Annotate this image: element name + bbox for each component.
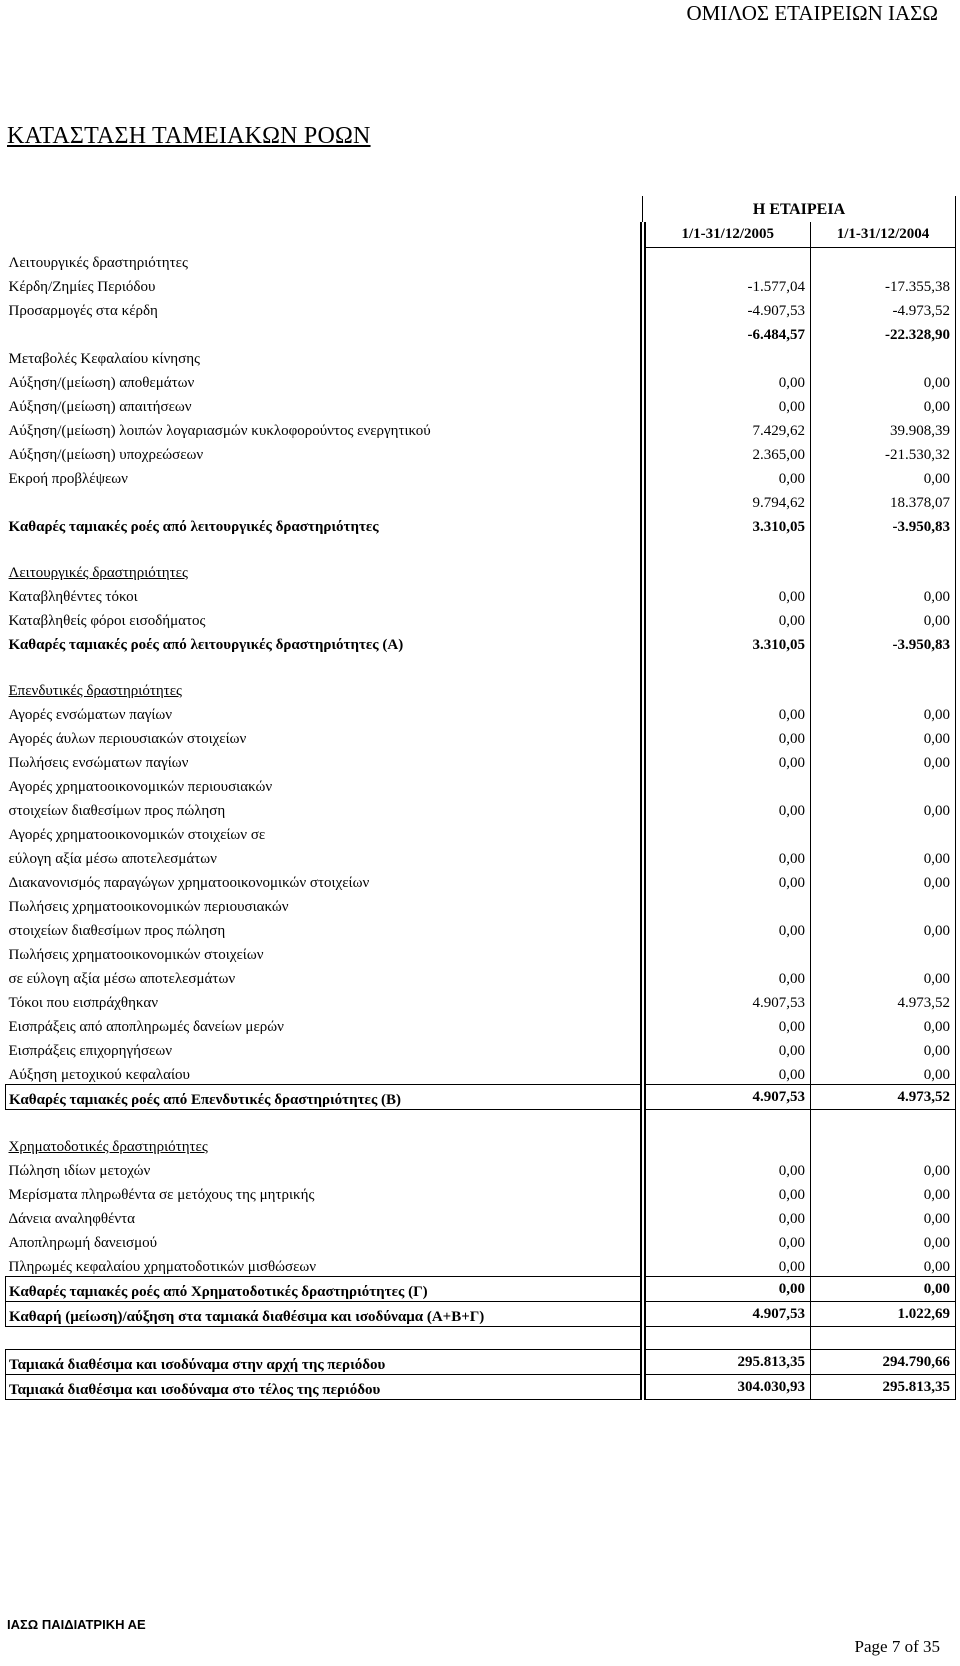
value-2004: 0,00 [811, 1156, 956, 1180]
value-2004: 0,00 [811, 1012, 956, 1036]
table-row [6, 272, 956, 296]
page-title: ΚΑΤΑΣΤΑΣΗ ΤΑΜΕΙΑΚΩΝ ΡΟΩΝ [7, 123, 371, 149]
value-2004 [811, 558, 956, 582]
row-label: Μερίσματα πληρωθέντα σε μετόχους της μητρικής [8, 1187, 315, 1203]
row-label: στοιχείων διαθεσίμων προς πώληση [8, 803, 226, 819]
table-row [6, 392, 956, 416]
value-2004: 0,00 [811, 1228, 956, 1252]
value-2004: 0,00 [811, 1277, 956, 1302]
value-2004: 1.022,69 [811, 1302, 956, 1327]
row-label: Καθαρές ταμιακές ροές από Χρηματοδοτικές δραστηριότητες (Γ) [6, 1277, 643, 1302]
row-label: Καθαρή (μείωση)/αύξηση στα ταμιακά διαθέσιμα και ισοδύναμα (Α+Β+Γ) [6, 1302, 643, 1327]
period-2005-header: 1/1-31/12/2005 [643, 222, 811, 248]
table-row [6, 796, 956, 820]
value-2005: 0,00 [643, 916, 811, 940]
table-row [6, 1204, 956, 1228]
value-2004: 0,00 [811, 392, 956, 416]
value-2005 [643, 344, 811, 368]
row-label: Πληρωμές κεφαλαίου χρηματοδοτικών μισθώσεων [8, 1259, 317, 1275]
value-2005: 304.030,93 [643, 1375, 811, 1400]
row-label: Αγορές χρηματοοικονομικών στοιχείων σε [8, 827, 266, 843]
value-2005 [643, 772, 811, 796]
row-label: Αύξηση μετοχικού κεφαλαίου [8, 1067, 190, 1083]
row-label: εύλογη αξία μέσω αποτελεσμάτων [8, 851, 217, 867]
value-2004: 0,00 [811, 700, 956, 724]
value-2004: 0,00 [811, 606, 956, 630]
value-2004: 39.908,39 [811, 416, 956, 440]
value-2005: 0,00 [643, 868, 811, 892]
row-label: Εισπράξεις από αποπληρωμές δανείων μερών [8, 1019, 284, 1035]
spacer-row [6, 654, 956, 676]
table-row [6, 368, 956, 392]
table-row [6, 558, 956, 582]
table-row [6, 416, 956, 440]
table-row [6, 1132, 956, 1156]
value-2005: 3.310,05 [643, 512, 811, 536]
value-2004: 295.813,35 [811, 1375, 956, 1400]
value-2004: 0,00 [811, 724, 956, 748]
value-2004: 0,00 [811, 1180, 956, 1204]
row-label [6, 488, 643, 512]
table-row [6, 582, 956, 606]
table-row [6, 1036, 956, 1060]
table-row [6, 1228, 956, 1252]
page-number: Page 7 of 35 [854, 1637, 940, 1656]
table-row [6, 1277, 956, 1302]
table-row [6, 1060, 956, 1085]
table-row [6, 892, 956, 916]
value-2005: -1.577,04 [643, 272, 811, 296]
table-row [6, 868, 956, 892]
row-label: Πωλήσεις ενσώματων παγίων [8, 755, 189, 771]
value-2004 [811, 248, 956, 273]
value-2004: 0,00 [811, 1060, 956, 1085]
row-label: Επενδυτικές δραστηριότητες [8, 683, 182, 699]
table-row [6, 1252, 956, 1277]
row-label: Πωλήσεις χρηματοοικονομικών περιουσιακών [8, 899, 289, 915]
value-2005: 7.429,62 [643, 416, 811, 440]
value-2005 [643, 1132, 811, 1156]
table-row [6, 1375, 956, 1400]
entity-label: Η ΕΤΑΙΡΕΙΑ [643, 196, 956, 222]
value-2005: 0,00 [643, 368, 811, 392]
table-row [6, 320, 956, 344]
row-label: Αύξηση/(μείωση) υποχρεώσεων [8, 447, 204, 463]
table-row [6, 1180, 956, 1204]
row-label: Λειτουργικές δραστηριότητες [8, 565, 188, 581]
value-2005: 0,00 [643, 1204, 811, 1228]
value-2005: 3.310,05 [643, 630, 811, 654]
value-2004 [811, 940, 956, 964]
table-row [6, 1302, 956, 1327]
row-label: Πώληση ιδίων μετοχών [8, 1163, 151, 1179]
value-2005 [643, 248, 811, 273]
period-2004-header: 1/1-31/12/2004 [811, 222, 956, 248]
value-2004: 0,00 [811, 796, 956, 820]
row-label: Καθαρές ταμιακές ροές από λειτουργικές δραστηριότητες [8, 519, 379, 535]
value-2005: 0,00 [643, 796, 811, 820]
table-row [6, 296, 956, 320]
value-2004: 4.973,52 [811, 1085, 956, 1110]
value-2004: -22.328,90 [811, 320, 956, 344]
row-label: Αύξηση/(μείωση) απαιτήσεων [8, 399, 192, 415]
table-row [6, 964, 956, 988]
value-2004: -17.355,38 [811, 272, 956, 296]
row-label: Λειτουργικές δραστηριότητες [8, 255, 188, 271]
value-2004: 0,00 [811, 1204, 956, 1228]
value-2005: 0,00 [643, 724, 811, 748]
value-2004: 0,00 [811, 916, 956, 940]
row-label: Προσαρμογές στα κέρδη [8, 303, 158, 319]
table-row [6, 1156, 956, 1180]
table-row [6, 940, 956, 964]
value-2005 [643, 676, 811, 700]
row-label: Αύξηση/(μείωση) λοιπών λογαριασμών κυκλοφορούντος ενεργητικού [8, 423, 431, 439]
value-2005: 0,00 [643, 1060, 811, 1085]
value-2004: 0,00 [811, 368, 956, 392]
value-2005: 0,00 [643, 1228, 811, 1252]
table-row [6, 724, 956, 748]
row-label: σε εύλογη αξία μέσω αποτελεσμάτων [8, 971, 236, 987]
row-label: Τόκοι που εισπράχθηκαν [8, 995, 158, 1011]
spacer-row [6, 1327, 956, 1350]
row-label: Ταμιακά διαθέσιμα και ισοδύναμα στο τέλος της περιόδου [6, 1375, 643, 1400]
row-label: Αγορές ενσώματων παγίων [8, 707, 173, 723]
value-2005: 0,00 [643, 582, 811, 606]
row-label: Διακανονισμός παραγώγων χρηματοοικονομικών στοιχείων [8, 875, 370, 891]
value-2005: 0,00 [643, 1180, 811, 1204]
value-2004: 0,00 [811, 1252, 956, 1277]
row-label: Αγορές άυλων περιουσιακών στοιχείων [8, 731, 247, 747]
value-2005: 295.813,35 [643, 1350, 811, 1375]
value-2005 [643, 820, 811, 844]
table-row [6, 772, 956, 796]
value-2004: 0,00 [811, 1036, 956, 1060]
table-row [6, 700, 956, 724]
table-row [6, 1012, 956, 1036]
row-label: Καταβληθείς φόροι εισοδήματος [8, 613, 206, 629]
table-row [6, 1085, 956, 1110]
table-row [6, 988, 956, 1012]
value-2005: -4.907,53 [643, 296, 811, 320]
value-2005: -6.484,57 [643, 320, 811, 344]
row-label: Μεταβολές Κεφαλαίου κίνησης [8, 351, 200, 367]
table-row [6, 630, 956, 654]
table-row [6, 464, 956, 488]
value-2004: 0,00 [811, 964, 956, 988]
value-2005: 0,00 [643, 964, 811, 988]
period-header-row [6, 222, 956, 248]
value-2004: 0,00 [811, 464, 956, 488]
value-2004 [811, 820, 956, 844]
row-label: Χρηματοδοτικές δραστηριότητες [8, 1139, 208, 1155]
value-2004: -3.950,83 [811, 512, 956, 536]
table-row [6, 820, 956, 844]
value-2004: 0,00 [811, 868, 956, 892]
spacer-row [6, 536, 956, 558]
value-2005 [643, 892, 811, 916]
value-2004: 0,00 [811, 748, 956, 772]
value-2004: 4.973,52 [811, 988, 956, 1012]
row-label: Εκροή προβλέψεων [8, 471, 128, 487]
row-label: Εισπράξεις επιχορηγήσεων [8, 1043, 172, 1059]
row-label: Ταμιακά διαθέσιμα και ισοδύναμα στην αρχή της περιόδου [6, 1350, 643, 1375]
spacer-row [6, 1110, 956, 1133]
table-row [6, 440, 956, 464]
value-2005: 0,00 [643, 464, 811, 488]
row-label: Κέρδη/Ζημίες Περιόδου [8, 279, 156, 295]
table-row [6, 606, 956, 630]
value-2004: 294.790,66 [811, 1350, 956, 1375]
footer-company: ΙΑΣΩ ΠΑΙΔΙΑΤΡΙΚΗ ΑΕ [7, 1617, 146, 1632]
row-label: Καταβληθέντες τόκοι [8, 589, 138, 605]
value-2005: 0,00 [643, 1277, 811, 1302]
header-company-group: ΟΜΙΛΟΣ ΕΤΑΙΡΕΙΩΝ ΙΑΣΩ [686, 1, 938, 25]
value-2004 [811, 772, 956, 796]
table-row [6, 248, 956, 273]
value-2004: 0,00 [811, 582, 956, 606]
row-label: Δάνεια αναληφθέντα [8, 1211, 136, 1227]
value-2004: -21.530,32 [811, 440, 956, 464]
table-row [6, 1350, 956, 1375]
value-2005: 2.365,00 [643, 440, 811, 464]
value-2005 [643, 940, 811, 964]
table-row [6, 676, 956, 700]
value-2005: 4.907,53 [643, 988, 811, 1012]
value-2005: 4.907,53 [643, 1085, 811, 1110]
value-2005: 0,00 [643, 748, 811, 772]
value-2004 [811, 344, 956, 368]
value-2004: -3.950,83 [811, 630, 956, 654]
table-row [6, 344, 956, 368]
value-2004: 0,00 [811, 844, 956, 868]
value-2005: 4.907,53 [643, 1302, 811, 1327]
row-label: Καθαρές ταμιακές ροές από Επενδυτικές δραστηριότητες (Β) [6, 1085, 643, 1110]
table-row [6, 488, 956, 512]
value-2004: -4.973,52 [811, 296, 956, 320]
table-row [6, 748, 956, 772]
table-row [6, 916, 956, 940]
cash-flow-table [5, 196, 956, 1400]
row-label: Αγορές χρηματοοικονομικών περιουσιακών [8, 779, 273, 795]
row-label: στοιχείων διαθεσίμων προς πώληση [8, 923, 226, 939]
entity-header-row [6, 196, 956, 222]
value-2005: 0,00 [643, 700, 811, 724]
value-2005 [643, 558, 811, 582]
value-2005: 0,00 [643, 1252, 811, 1277]
row-label: Αποπληρωμή δανεισμού [8, 1235, 158, 1251]
value-2004 [811, 1132, 956, 1156]
value-2005: 0,00 [643, 1036, 811, 1060]
value-2004: 18.378,07 [811, 488, 956, 512]
value-2004 [811, 676, 956, 700]
value-2004 [811, 892, 956, 916]
value-2005: 0,00 [643, 844, 811, 868]
value-2005: 0,00 [643, 606, 811, 630]
value-2005: 0,00 [643, 1012, 811, 1036]
row-label: Πωλήσεις χρηματοοικονομικών στοιχείων [8, 947, 264, 963]
value-2005: 9.794,62 [643, 488, 811, 512]
value-2005: 0,00 [643, 392, 811, 416]
row-label: Καθαρές ταμιακές ροές από λειτουργικές δραστηριότητες (Α) [8, 637, 404, 653]
table-row [6, 512, 956, 536]
value-2005: 0,00 [643, 1156, 811, 1180]
row-label [6, 320, 643, 344]
row-label: Αύξηση/(μείωση) αποθεμάτων [8, 375, 195, 391]
table-row [6, 844, 956, 868]
